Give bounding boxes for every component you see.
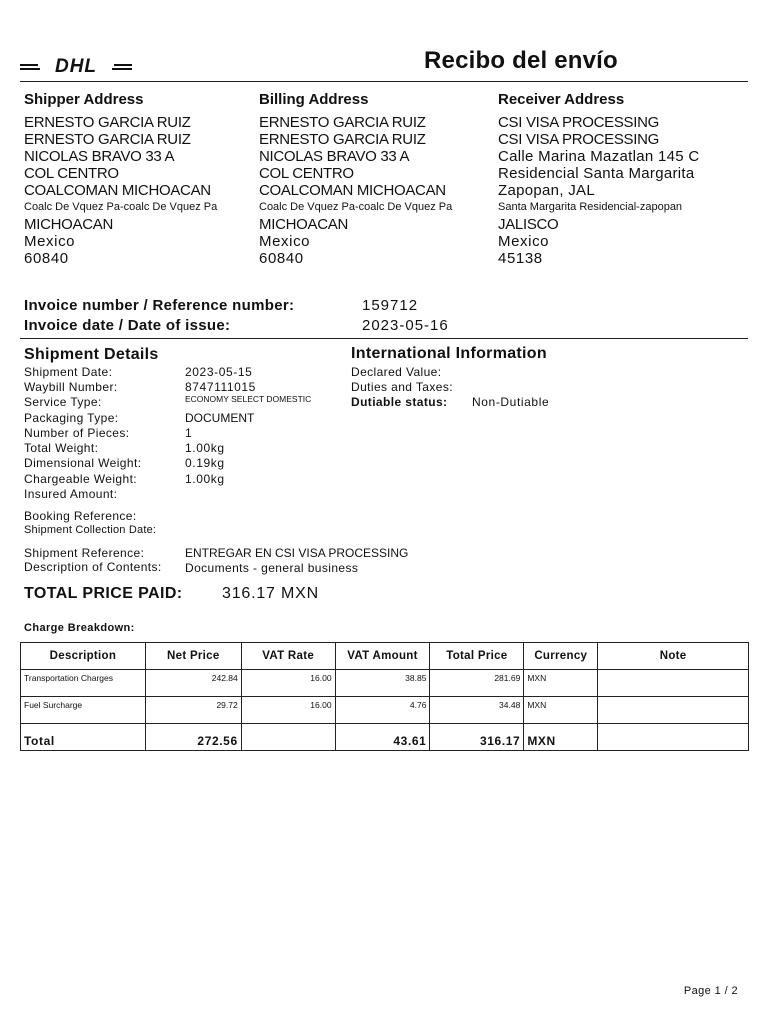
address-line: Coalc De Vquez Pa-coalc De Vquez Pa [24,201,218,213]
dutiable-status-label: Dutiable status: [351,395,448,409]
table-cell: Transportation Charges [21,670,146,697]
billing-address [259,91,499,267]
dimensional-weight-value: 0.19kg [185,456,225,470]
dutiable-status-value: Non-Dutiable [472,395,550,409]
table-cell: MXN [524,697,598,724]
table-cell: 4.76 [335,697,430,724]
declared-value-label: Declared Value: [351,365,442,379]
address-line: Coalc De Vquez Pa-coalc De Vquez Pa [259,201,453,213]
table-cell: 316.17 [430,724,524,751]
table-cell: 16.00 [241,697,335,724]
address-line: Mexico [259,233,311,250]
table-cell: 16.00 [241,670,335,697]
address-line: ERNESTO GARCIA RUIZ [24,131,191,148]
total-weight-value: 1.00kg [185,441,225,455]
address-line: Calle Marina Mazatlan 145 C [498,148,700,165]
table-cell [598,724,749,751]
table-cell: 34.48 [430,697,524,724]
address-line: Residencial Santa Margarita [498,165,695,182]
table-cell: Total [21,724,146,751]
waybill-number-value: 8747111015 [185,380,256,394]
address-line: 45138 [498,250,543,267]
table-cell: 272.56 [145,724,241,751]
address-line: Mexico [498,233,550,250]
total-price-label: TOTAL PRICE PAID: [24,585,183,602]
chargeable-weight-value: 1.00kg [185,472,225,486]
shipment-date-value: 2023-05-15 [185,365,253,379]
packaging-type-value: DOCUMENT [185,411,255,425]
address-line: MICHOACAN [259,216,348,233]
collection-date-label: Shipment Collection Date: [24,524,157,536]
page-number: Page 1 / 2 [683,985,738,997]
total-price-value: 316.17 MXN [222,585,319,602]
table-cell: 242.84 [145,670,241,697]
table-cell [598,670,749,697]
address-line: COL CENTRO [259,165,354,182]
shipment-reference-label: Shipment Reference: [24,546,145,560]
address-line: CSI VISA PROCESSING [498,131,660,148]
address-line: ERNESTO GARCIA RUIZ [259,131,426,148]
column-header: VAT Amount [335,643,430,670]
dhl-logo-text: DHL [54,56,98,76]
receiver-address [498,91,738,267]
address-line: MICHOACAN [24,216,113,233]
page-title: Recibo del envío [424,47,618,74]
table-cell [598,697,749,724]
address-line: ERNESTO GARCIA RUIZ [259,114,426,131]
packaging-type-label: Packaging Type: [24,411,119,425]
shipment-details-title: Shipment Details [24,346,159,363]
service-type-value: ECONOMY SELECT DOMESTIC [185,394,312,404]
address-line: COALCOMAN MICHOACAN [24,182,211,199]
table-cell: 43.61 [335,724,430,751]
shipment-reference-value: ENTREGAR EN CSI VISA PROCESSING [185,546,409,560]
billing-address-heading: Billing Address [259,91,369,108]
column-header: VAT Rate [241,643,335,670]
dhl-logo [20,54,132,76]
shipment-date-label: Shipment Date: [24,365,113,379]
receiver-address-heading: Receiver Address [498,91,625,108]
table-row [21,670,749,697]
invoice-date-value: 2023-05-16 [362,317,449,334]
address-line: COL CENTRO [24,165,119,182]
address-line: COALCOMAN MICHOACAN [259,182,446,199]
invoice-divider [20,338,748,339]
international-info-title: International Information [351,345,547,362]
waybill-number-label: Waybill Number: [24,380,118,394]
table-cell: 281.69 [430,670,524,697]
address-line: NICOLAS BRAVO 33 A [24,148,175,165]
table-cell: 29.72 [145,697,241,724]
address-line: Mexico [24,233,76,250]
address-line: ERNESTO GARCIA RUIZ [24,114,191,131]
contents-value: Documents - general business [185,561,359,575]
address-line: 60840 [259,250,304,267]
address-line: Santa Margarita Residencial-zapopan [498,201,683,213]
number-of-pieces-label: Number of Pieces: [24,426,130,440]
table-cell: MXN [524,724,598,751]
table-cell: Fuel Surcharge [21,697,146,724]
insured-amount-label: Insured Amount: [24,487,118,501]
column-header: Note [598,643,749,670]
column-header: Total Price [430,643,524,670]
service-type-label: Service Type: [24,395,102,409]
dimensional-weight-label: Dimensional Weight: [24,456,142,470]
header-divider [20,81,748,82]
address-line: JALISCO [498,216,559,233]
table-header-row [21,643,749,670]
shipper-address-heading: Shipper Address [24,91,144,108]
address-line: Zapopan, JAL [498,182,595,199]
address-line: NICOLAS BRAVO 33 A [259,148,410,165]
charge-breakdown-table [20,642,749,751]
chargeable-weight-label: Chargeable Weight: [24,472,138,486]
contents-label: Description of Contents: [24,560,162,574]
invoice-number-label: Invoice number / Reference number: [24,297,295,314]
address-line: 60840 [24,250,69,267]
table-total-row [21,724,749,751]
table-cell: MXN [524,670,598,697]
charge-breakdown-label: Charge Breakdown: [24,622,135,634]
booking-reference-label: Booking Reference: [24,509,137,523]
column-header: Currency [524,643,598,670]
column-header: Description [21,643,146,670]
shipper-address [24,91,264,267]
table-cell: 38.85 [335,670,430,697]
invoice-date-label: Invoice date / Date of issue: [24,317,231,334]
address-line: CSI VISA PROCESSING [498,114,660,131]
table-row [21,697,749,724]
duties-taxes-label: Duties and Taxes: [351,380,453,394]
table-cell [241,724,335,751]
total-weight-label: Total Weight: [24,441,99,455]
number-of-pieces-value: 1 [185,426,193,440]
invoice-number-value: 159712 [362,297,419,314]
column-header: Net Price [145,643,241,670]
